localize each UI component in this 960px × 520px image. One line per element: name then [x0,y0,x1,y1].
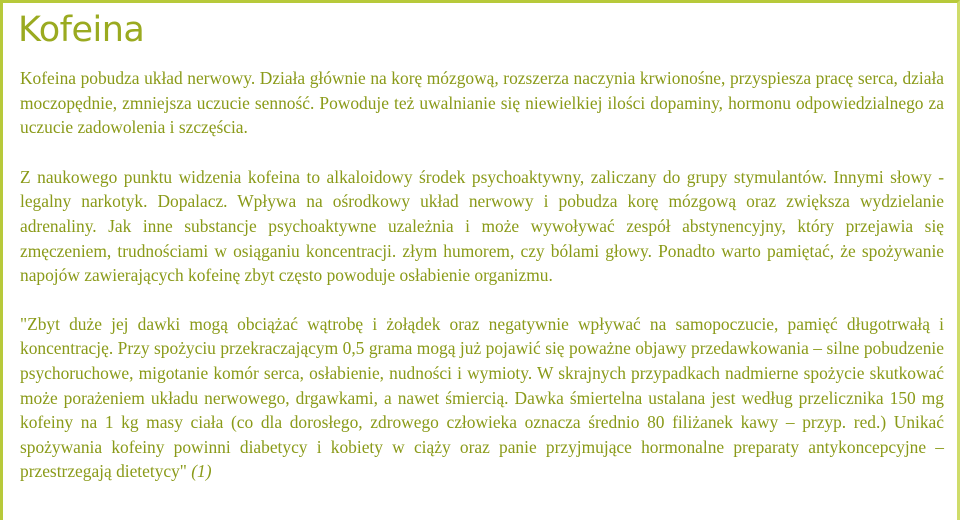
reference-marker: (1) [191,461,212,482]
paragraph-1: Kofeina pobudza układ nerwowy. Działa głównie na korę mózgową, rozszerza naczynia krwionośne, przyspiesza pracę serca, działa moczopędnie, zmniejsza uczucie senność. Powoduje też uwalnianie się niewielkiej ilości dopaminy, hormonu odpowiedzialnego za uczucie zadowolenia i szczęścia. [20,68,944,138]
paragraph-3 [20,312,944,484]
body-text [20,66,944,484]
quote-text: "Zbyt duże jej dawki mogą obciążać wątrobę i żołądek oraz negatywnie wpływać na samopoczucie, pamięć długotrwałą i koncentrację. Przy spożyciu przekraczającym 0,5 grama mogą już pojawić się poważne objawy przedawkowania – silne pobudzenie psychoruchowe, migotanie komór serca, osłabienie, nudności i wymioty. W skrajnych przypadkach nadmierne spożycie skutkować może porażeniem układu nerwowego, drgawkami, a nawet śmiercią. Dawka śmiertelna ustalana jest według przelicznika 150 mg kofeiny na 1 kg masy ciała (co dla dorosłego, zdrowego człowieka oznacza średnio 80 filiżanek kawy – przyp. red.) Unikać spożywania kofeiny powinni diabetycy i kobiety w ciąży oraz panie przyjmujące hormonalne preparaty antykoncepcyjne – przestrzegają dietetycy" [20,313,944,482]
page-title: Kofeina [18,10,145,50]
paragraph-2: Z naukowego punktu widzenia kofeina to alkaloidowy środek psychoaktywny, zaliczany do grupy stymulantów. Innymi słowy - legalny narkotyk. Dopalacz. Wpływa na ośrodkowy układ nerwowy i pobudza korę mózgową oraz zwiększa wydzielanie adrenaliny. Jak inne substancje psychoaktywne uzależnia i może wywoływać zespół abstynencyjny, który przejawia się zmęczeniem, trudnościami w osiąganiu koncentracji. złym humorem, czy bólami głowy. Ponadto warto pamiętać, że spożywanie napojów zawierających kofeinę zbyt często powoduje osłabienie organizmu. [20,166,944,286]
